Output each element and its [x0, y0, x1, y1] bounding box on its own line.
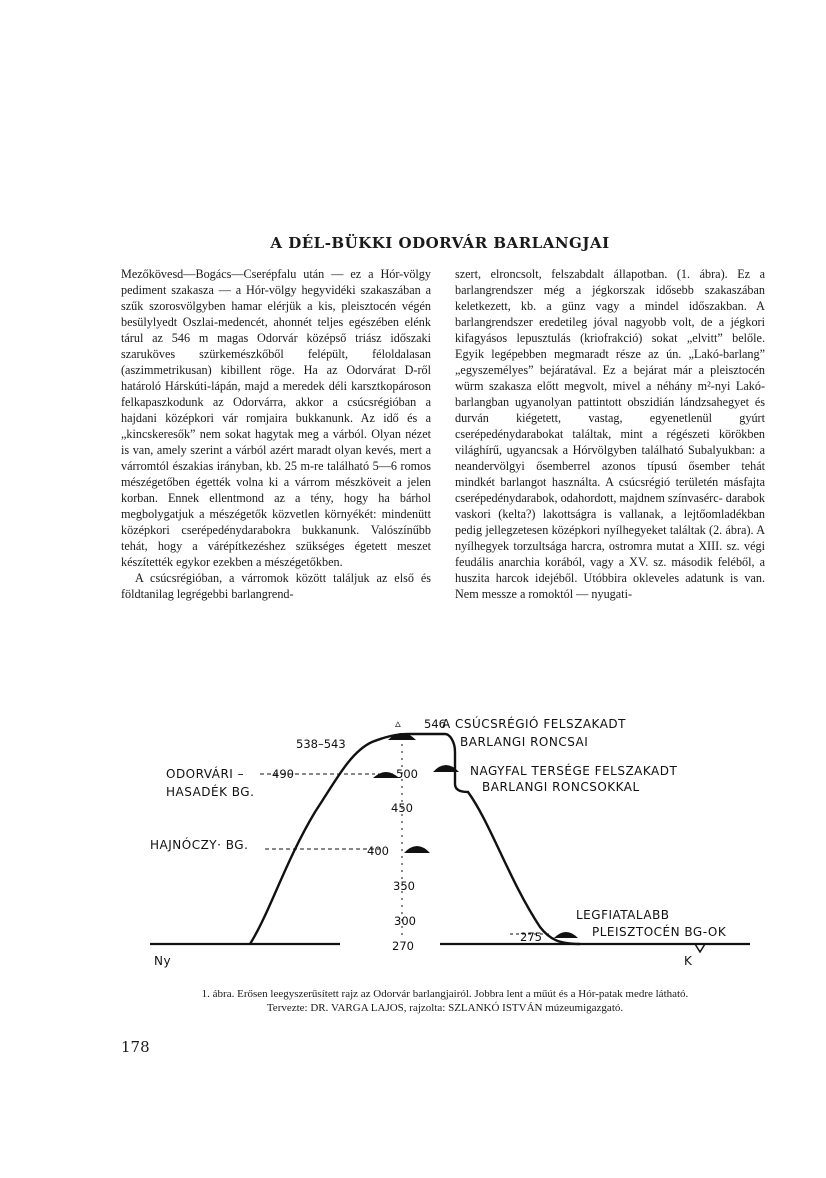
- summit-range-elevation: 538–543: [296, 737, 346, 751]
- caption-line-2: Tervezte: DR. VARGA LAJOS, rajzolta: SZLANKÓ ISTVÁN múzeumigazgató.: [266, 1002, 624, 1014]
- rift-label-1: ODORVÁRI –: [166, 767, 245, 781]
- summit-elevation: 546: [424, 717, 446, 731]
- left-column: [121, 266, 431, 602]
- west-label: Ny: [154, 954, 172, 968]
- terrace-label-2: BARLANGI RONCSOKKAL: [482, 780, 640, 794]
- summit-triangle-icon: ▵: [395, 716, 401, 730]
- cave-profile-figure: [110, 712, 770, 982]
- road-notch: [695, 944, 705, 952]
- hajnoczy-label: HAJNÓCZY· BG.: [150, 838, 249, 852]
- youngest-label-1: LEGFIATALABB: [576, 908, 670, 922]
- youngest-label-2: PLEISZTOCÉN BG-OK: [592, 925, 727, 939]
- figure-caption: [110, 987, 780, 1015]
- rift-elevation: 490: [272, 767, 294, 781]
- page-title: A DÉL-BÜKKI ODORVÁR BARLANGJAI: [270, 234, 610, 252]
- elevation-450: 450: [391, 801, 413, 815]
- cave-profile-drawing: [110, 712, 770, 982]
- elevation-270: 270: [392, 939, 414, 953]
- page-number: 178: [121, 1038, 150, 1056]
- summit-label-1: A CSÚCSRÉGIÓ FELSZAKADT: [442, 717, 626, 731]
- elevation-300: 300: [394, 914, 416, 928]
- elevation-350: 350: [393, 879, 415, 893]
- terrace-label-1: NAGYFAL TERSÉGE FELSZAKADT: [470, 764, 678, 778]
- paragraph: Mezőkövesd—Bogács—Cserépfalu után — ez a Hór-völgy pediment szakasza — a Hór-völgy hegyvidéki szakaszában a szűk szorosvölgyben hamar elérjük a kis, pleisztocén végén besülylyedt Oszlai-medencét, ahonnét teljes egészében elénk tárul az 546 m magas Odorvár középső triász időszaki szaruköves szürkemészkőből felépült, féloldalasan (aszimmetrikusan) kibillent röge. Ha az Odorvárat D-ről határoló Hárskúti-lápán, majd a meredek déli karsztkopároson felkapaszkodunk az Odorvárra, akkor a csúcsrégióban a hajdani középkori vár romjaira bukkanunk. Az idő és a „kincskeresők” nem sokat hagytak meg a várból. Olyan nézet is van, amely szerint a várból azért maradt olyan kevés, mert a várromtól északias irányban, kb. 25 m-re található 5—6 romos mészégetőben égették volna ki a várrom mészköveit a jelen korban. Ennek ellentmond az a tény, hogy ha bárhol megbolygatjuk a mészégetők közvetlen környékét: mindenütt középkori cserépedénydarabokra bukkanunk. Valószínűbb tehát, hogy a várépítkezéshez szükséges égetett meszet készítették egykor ezekben a mészégetőkben.: [121, 267, 431, 569]
- right-column: [455, 266, 765, 602]
- elevation-275: 275: [520, 930, 542, 944]
- paragraph: szert, elroncsolt, felszabdalt állapotban. (1. ábra). Ez a barlangrendszer még a jégkorszak idősebb szakaszában keletkezett, kb. a günz vagy a mindel időszakban. A barlangrendszer eredetileg jóval nagyobb volt, de a jégkori kifagyásos lepusztulás (kriofrakció) sokat „elvitt” belőle. Egyik legépebben megmaradt része az ún. „Lakó-barlang” „egyszemélyes” bejáratával. Ez a bejárat már a pleisztocén würm szakasza előtt megvolt, mivel a néhány m²-nyi Lakó-barlangban ugyanolyan pattintott obszidián lándzsahegyet és durván kiégetett, vastag, egyenetlenül gyúrt cserépedénydarabokat találtak, mint a régészeti körökben világhírű, ugyancsak a Hórvölgyben található Subalyukban: a neandervölgyi ősemberrel azonos típusú ősember tehát mindkét barlangot használta. A csúcsrégió területén másfajta cserépedénydarabok, odahordott, majdnem színvasérc- darabok vaskori (kelta?) lakottságra is vallanak, a lejtőomladékban pedig jellegzetesen középkori nyílhegyeket találtak (2. ábra). A nyílhegyek torzultsága harcra, ostromra mutat a XIII. sz. végi feudális anarchia korából, vagy a XV. sz. második feléből, a huszita harcok idejéből. Utóbbira okleveles adatunk is van. Nem messze a romoktól — nyugati-: [455, 267, 765, 601]
- elevation-500: 500: [396, 767, 418, 781]
- east-label: K: [684, 954, 693, 968]
- paragraph: A csúcsrégióban, a várromok között találjuk az első és földtanilag legrégebbi barlangrend-: [121, 571, 431, 601]
- caption-line-1: 1. ábra. Erősen leegyszerűsített rajz az Odorvár barlangjairól. Jobbra lent a műút és a Hór-patak medre látható.: [201, 988, 689, 1000]
- rift-label-2: HASADÉK BG.: [166, 785, 255, 799]
- elevation-400: 400: [367, 844, 389, 858]
- summit-label-2: BARLANGI RONCSAI: [460, 735, 589, 749]
- young-cave-icon: [554, 932, 578, 938]
- hajnoczy-cave-icon: [404, 846, 430, 853]
